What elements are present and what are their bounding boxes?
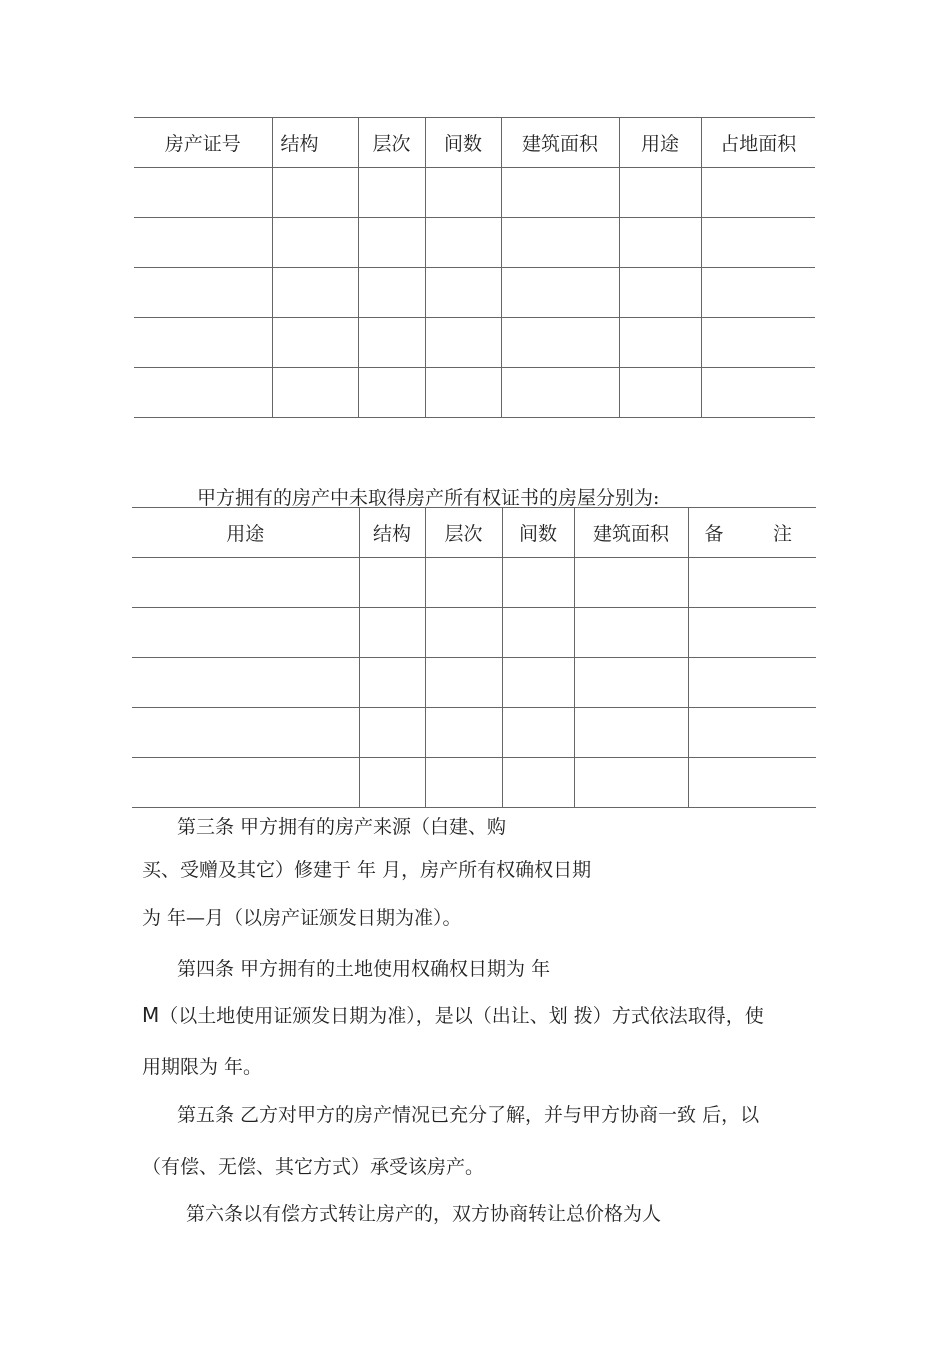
table-cell[interactable] bbox=[358, 218, 425, 268]
table-row bbox=[134, 268, 815, 318]
table-cell[interactable] bbox=[701, 368, 815, 418]
table-cell[interactable] bbox=[619, 268, 701, 318]
table-cell[interactable] bbox=[701, 218, 815, 268]
table-cell[interactable] bbox=[358, 368, 425, 418]
article-5-line-1: 第五条 乙方对甲方的房产情况已充分了解，并与甲方协商一致 后，以 bbox=[177, 1104, 760, 1126]
unregistered-property-table bbox=[132, 507, 816, 808]
table-cell[interactable] bbox=[574, 758, 688, 808]
remark-char-2: 注 bbox=[772, 523, 792, 545]
table-cell[interactable] bbox=[359, 658, 425, 708]
table-cell[interactable] bbox=[359, 558, 425, 608]
table-cell[interactable] bbox=[574, 658, 688, 708]
table-cell[interactable] bbox=[619, 368, 701, 418]
table-cell[interactable] bbox=[272, 268, 358, 318]
header-floor-area: 建筑面积 bbox=[501, 118, 619, 168]
header-structure: 结构 bbox=[359, 508, 425, 558]
header-usage: 用途 bbox=[132, 508, 359, 558]
table-row bbox=[134, 318, 815, 368]
table-cell[interactable] bbox=[502, 708, 574, 758]
header-usage: 用途 bbox=[619, 118, 701, 168]
table-cell[interactable] bbox=[425, 368, 501, 418]
header-rooms: 间数 bbox=[425, 118, 501, 168]
table-row bbox=[132, 658, 816, 708]
article-3-line-3: 为 年—月（以房产证颁发日期为准）。 bbox=[142, 907, 462, 929]
article-4-line-1: 第四条 甲方拥有的土地使用权确权日期为 年 bbox=[177, 958, 551, 980]
table-cell[interactable] bbox=[134, 268, 272, 318]
remark-char-1: 备 bbox=[704, 523, 724, 545]
table-row bbox=[132, 708, 816, 758]
table-cell[interactable] bbox=[502, 758, 574, 808]
table-cell[interactable] bbox=[134, 218, 272, 268]
table-cell[interactable] bbox=[502, 658, 574, 708]
table-cell[interactable] bbox=[619, 218, 701, 268]
table-cell[interactable] bbox=[425, 268, 501, 318]
table-cell[interactable] bbox=[425, 558, 502, 608]
article-4-line-2-text: （以土地使用证颁发日期为准），是以（出让、划 拨）方式依法取得，使 bbox=[159, 1005, 764, 1027]
table-cell[interactable] bbox=[359, 758, 425, 808]
table-cell[interactable] bbox=[425, 658, 502, 708]
table-cell[interactable] bbox=[502, 558, 574, 608]
table-row bbox=[134, 368, 815, 418]
table-cell[interactable] bbox=[358, 168, 425, 218]
table-cell[interactable] bbox=[501, 168, 619, 218]
table-cell[interactable] bbox=[425, 758, 502, 808]
header-land-area: 占地面积 bbox=[701, 118, 815, 168]
table-cell[interactable] bbox=[574, 558, 688, 608]
header-remarks bbox=[688, 508, 816, 558]
table-cell[interactable] bbox=[688, 558, 816, 608]
table2-caption: 甲方拥有的房产中未取得房产所有权证书的房屋分别为: bbox=[197, 487, 660, 509]
table-row bbox=[134, 218, 815, 268]
header-floor-area: 建筑面积 bbox=[574, 508, 688, 558]
table-cell[interactable] bbox=[359, 608, 425, 658]
table-cell[interactable] bbox=[701, 268, 815, 318]
article-3-line-2: 买、受赠及其它）修建于 年 月，房产所有权确权日期 bbox=[142, 859, 592, 881]
table-cell[interactable] bbox=[272, 318, 358, 368]
header-cert-no: 房产证号 bbox=[134, 118, 272, 168]
table-cell[interactable] bbox=[574, 708, 688, 758]
table-cell[interactable] bbox=[134, 168, 272, 218]
table-header-row bbox=[134, 118, 815, 168]
table-cell[interactable] bbox=[132, 558, 359, 608]
table-row bbox=[132, 558, 816, 608]
table-row bbox=[132, 758, 816, 808]
table-cell[interactable] bbox=[501, 218, 619, 268]
registered-property-table bbox=[134, 117, 815, 418]
table-cell[interactable] bbox=[701, 168, 815, 218]
table-cell[interactable] bbox=[688, 758, 816, 808]
table-cell[interactable] bbox=[132, 758, 359, 808]
article-3-line-1: 第三条 甲方拥有的房产来源（白建、购 bbox=[177, 816, 507, 838]
table-cell[interactable] bbox=[272, 368, 358, 418]
table-cell[interactable] bbox=[132, 608, 359, 658]
article-4-line-3: 用期限为 年。 bbox=[142, 1056, 263, 1078]
table-header-row bbox=[132, 508, 816, 558]
article-5-line-2: （有偿、无偿、其它方式）承受该房产。 bbox=[142, 1156, 485, 1178]
table-cell[interactable] bbox=[358, 268, 425, 318]
header-structure: 结构 bbox=[272, 118, 358, 168]
table-cell[interactable] bbox=[688, 708, 816, 758]
table-cell[interactable] bbox=[132, 708, 359, 758]
table-cell[interactable] bbox=[688, 658, 816, 708]
table-cell[interactable] bbox=[501, 268, 619, 318]
table-cell[interactable] bbox=[134, 318, 272, 368]
table-cell[interactable] bbox=[501, 318, 619, 368]
table-cell[interactable] bbox=[425, 168, 501, 218]
header-rooms: 间数 bbox=[502, 508, 574, 558]
table-cell[interactable] bbox=[425, 218, 501, 268]
table-row bbox=[134, 168, 815, 218]
table-cell[interactable] bbox=[425, 608, 502, 658]
letter-m: M bbox=[142, 1003, 160, 1027]
table-cell[interactable] bbox=[425, 318, 501, 368]
table-cell[interactable] bbox=[425, 708, 502, 758]
article-4-line-2 bbox=[142, 1001, 764, 1028]
table-cell[interactable] bbox=[688, 608, 816, 658]
table-cell[interactable] bbox=[619, 318, 701, 368]
table-cell[interactable] bbox=[502, 608, 574, 658]
header-floor: 层次 bbox=[425, 508, 502, 558]
table-cell[interactable] bbox=[574, 608, 688, 658]
table-cell[interactable] bbox=[701, 318, 815, 368]
table-cell[interactable] bbox=[358, 318, 425, 368]
article-6-line-1: 第六条以有偿方式转让房产的，双方协商转让总价格为人 bbox=[186, 1203, 662, 1225]
table-cell[interactable] bbox=[359, 708, 425, 758]
header-floor: 层次 bbox=[358, 118, 425, 168]
table-cell[interactable] bbox=[132, 658, 359, 708]
table-cell[interactable] bbox=[134, 368, 272, 418]
table-cell[interactable] bbox=[619, 168, 701, 218]
table-cell[interactable] bbox=[272, 168, 358, 218]
table-cell[interactable] bbox=[501, 368, 619, 418]
table-cell[interactable] bbox=[272, 218, 358, 268]
table-row bbox=[132, 608, 816, 658]
